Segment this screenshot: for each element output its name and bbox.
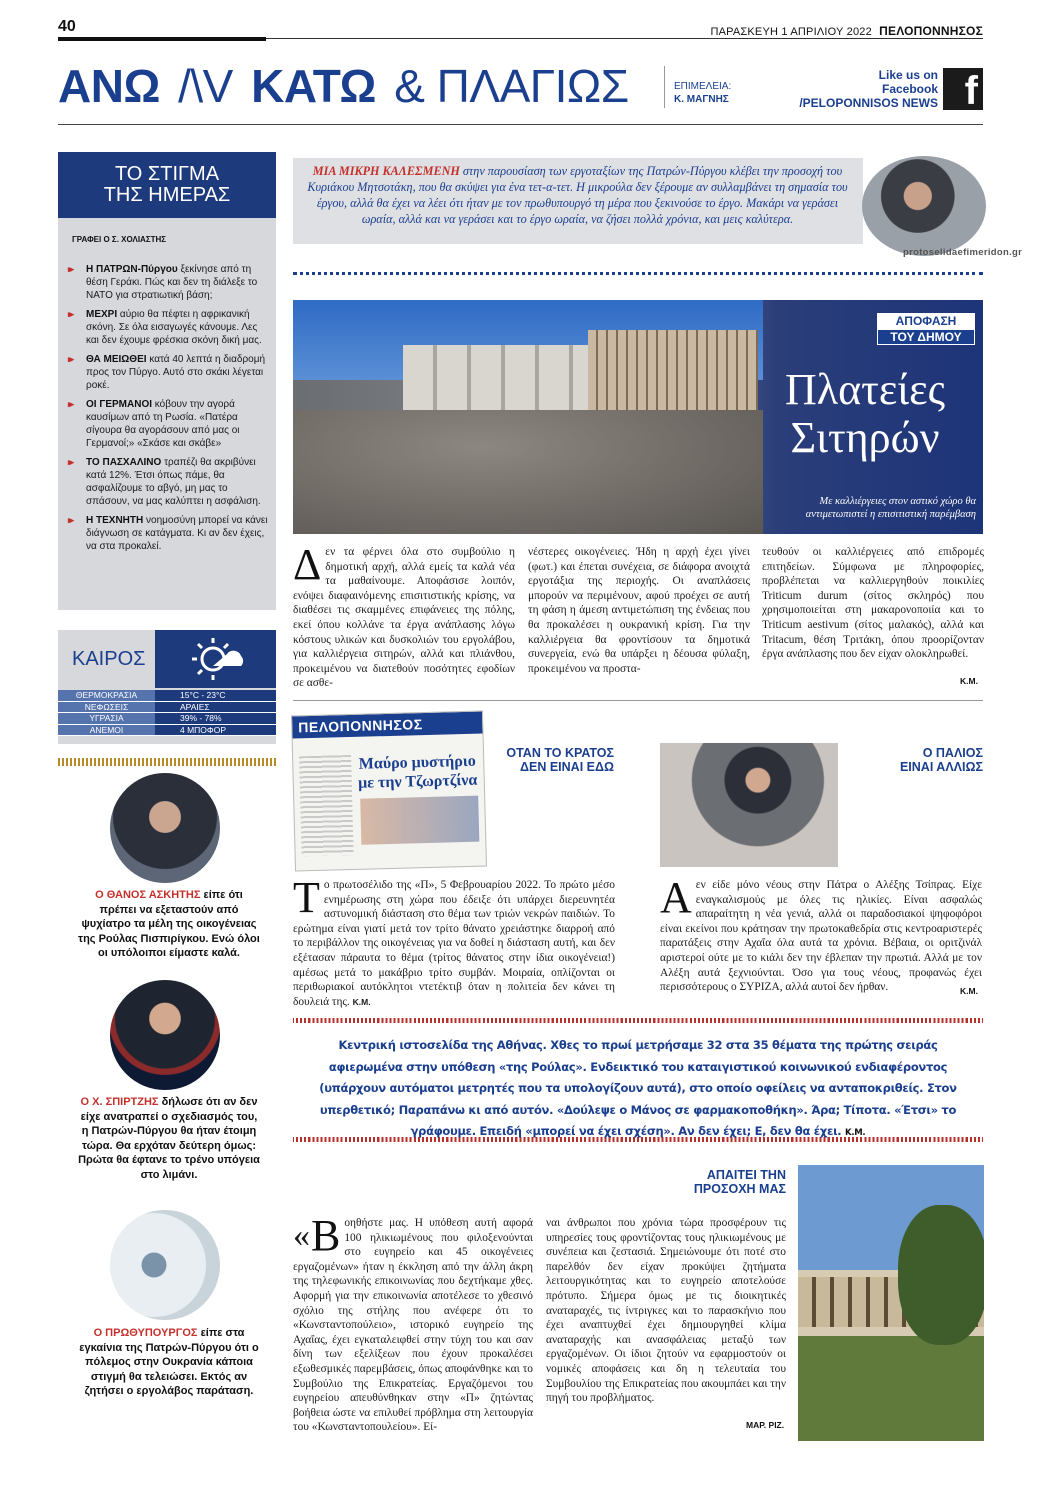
top-story-body: στην παρουσίαση των εργοταξίων της Πατρών-Πύργου κλέβει την προσοχή του Κυριάκου Μητσοτάκη, που θα σκύψει για ένα τετ-α-τετ. Η μικρούλα δεν ξέρουμε αν συλλαμβάνει τη σημασία του έργου, αλλά θα έχει να λέει ότι ήταν με τον πρωθυπουργό τη μέρα που ξεκινούσε το έργο. Μακάρι να γεράσει ωραία, αλλά και να γεράσει και το έργο ωραία, να ζήσει πολλά χρόνια, και μεις καλύτερα. <box>307 164 848 226</box>
feature-tag-2: ΤΟΥ ΔΗΜΟΥ <box>877 329 975 345</box>
state-signature: Κ.Μ. <box>352 996 371 1007</box>
stigma-item-text: νοημοσύνη μπορεί να κάνει διάγνωση σε κατάγματα. Κι αν δεν έχεις, να στα προκαλεί. <box>86 515 268 552</box>
stigma-item-lead: ΘΑ ΜΕΙΩΘΕΙ <box>86 354 147 365</box>
title-kato: ΚΑΤΩ <box>251 60 376 112</box>
spirtzis-name: Ο Χ. ΣΠΙΡΤΖΗΣ <box>80 1096 159 1108</box>
feature-dropcap: Δ <box>293 540 322 589</box>
weather-value: 15°C - 23°C <box>180 690 226 700</box>
feature-subtitle <box>740 495 976 521</box>
state-title-2: ΔΕΝ ΕΙΝΑΙ ΕΔΩ <box>520 760 614 774</box>
top-story-photo <box>862 156 986 256</box>
front-page-thumb <box>291 711 487 872</box>
stigma-title-1: ΤΟ ΣΤΙΓΜΑ <box>114 163 220 185</box>
spirtzis-photo <box>110 980 220 1090</box>
fb-line2: Facebook <box>881 82 938 96</box>
feature-divider <box>293 700 983 701</box>
editor-label: ΕΠΙΜΕΛΕΙΑ: <box>674 81 732 92</box>
page-number: 40 <box>58 18 76 35</box>
askitis-text <box>76 888 262 961</box>
stigma-item-text: κόβουν την αγορά καυσίμων από τη Ρωσία. «Πατέρα σίγουρα θα αγοράσουν από μας οι Γερμανοί;» «Σκάσε και σκάβε» <box>86 399 240 449</box>
feature-title <box>760 366 970 462</box>
title-divider <box>664 66 665 108</box>
issue-date: ΠΑΡΑΣΚΕΥΗ 1 ΑΠΡΙΛΙΟΥ 2022 <box>710 26 872 38</box>
title-ano: ΑΝΩ <box>58 60 160 112</box>
weather-value: ΑΡΑΙΕΣ <box>180 701 210 712</box>
facebook-icon[interactable]: f <box>943 68 983 110</box>
top-story-text <box>300 163 855 227</box>
facebook-block <box>780 68 938 110</box>
old-title <box>850 746 983 774</box>
dotted-divider <box>293 272 983 275</box>
thumb-headline-2: με την Τζωρτζίνα <box>357 771 478 792</box>
title-plagios: & ΠΛΑΓΙΩΣ <box>394 60 629 112</box>
weather-row <box>58 713 276 725</box>
state-title-1: ΟΤΑΝ ΤΟ ΚΡΑΤΟΣ <box>506 746 614 760</box>
feature-col-1-text: εν τα φέρνει όλα στο συμβούλιο η δημοτική αρχή, αλλά εμείς τα καλά νέα τα μαθαίνουμε. Αποφάσισε λοιπόν, ενόψει διαφαινόμενης επισιτιστικής κρίσης, να διαθέσει τις σκαμμένες επιφάνειες της πόλης, εκεί όπου κολλάνε τα έργα ανάπλασης λόγω κόστους υλικών και δυσκολιών του εργολάβου, για καλλιέργεια σιτηρών, αλλά και πλιάνθου, προκειμένου να διατεθούν ποσότητες εφοδίων σε ασθε- <box>293 546 515 690</box>
watermark: protoselidaefimeridon.gr <box>903 247 1023 258</box>
state-dropcap: Τ <box>293 873 320 922</box>
attention-title <box>640 1168 786 1196</box>
box-story <box>293 1018 983 1142</box>
feature-tag <box>877 313 975 345</box>
weather-row <box>58 725 276 737</box>
stigma-item-lead: Η ΤΕΧΝΗΤΗ <box>86 515 144 526</box>
section-title <box>58 60 629 112</box>
paper-name: ΠΕΛΟΠΟΝΝΗΣΟΣ <box>879 24 983 38</box>
attention-title-2: ΠΡΟΣΟΧΗ ΜΑΣ <box>693 1182 786 1196</box>
thumb-headline-1: Μαύρο μυστήριο <box>358 752 476 773</box>
box-story-body: Κεντρική ιστοσελίδα της Αθήνας. Χθες το πρωί μετρήσαμε 32 στα 35 θέματα της πρώτης σειράς αφιερωμένα στην υπόθεση «της Ρούλας». Ενδεικτικό του καταιγιστικού κοινωνικού ενδιαφέροντος (υπάρχουν αυτόματοι μετρητές που τα υπολογίζουν αυτά), στο οποίο οφείλεις να ανταποκριθείς. Στον υπερθετικό; Παραπάνω κι από αυτόν. «Δούλεψε ο Μάνος σε φαρμακοποθήκη». Άρα; Τίποτα. «Έτσι» το γράφουμε. Επειδή «μπορεί να έχει σχέση». Αν δεν έχει; Ε, δεν θα έχει. <box>319 1038 957 1138</box>
home-tree <box>898 1205 984 1345</box>
attention-quote: « <box>293 1217 310 1254</box>
feature-signature: Κ.Μ. <box>960 676 978 686</box>
stigma-header <box>58 152 276 218</box>
ornament-strip <box>58 758 276 766</box>
pm-photo <box>110 1210 220 1320</box>
weather-icon <box>155 630 276 688</box>
stigma-item-text: κατά 40 λεπτά η διαδρομή προς τον Πύργο. Αυτό στο σκάκι λέγεται ροκέ. <box>86 354 266 391</box>
stigma-item <box>72 456 270 508</box>
top-rule-thick <box>58 37 266 41</box>
date-line <box>710 24 983 38</box>
askitis-photo <box>110 773 220 883</box>
weather-label: ΑΝΕΜΟΙ <box>58 725 155 736</box>
old-signature: Κ.Μ. <box>960 986 978 996</box>
old-dropcap: Α <box>660 873 692 922</box>
thumb-headline <box>353 752 482 793</box>
tsipras-photo <box>660 743 838 867</box>
pm-text <box>76 1326 262 1399</box>
weather-value: 39% - 78% <box>180 713 222 723</box>
feature-tag-1: ΑΠΟΦΑΣΗ <box>877 313 975 329</box>
stigma-item <box>72 398 270 450</box>
stigma-item-lead: Η ΠΑΤΡΩΝ-Πύργου <box>86 264 178 275</box>
attention-title-1: ΑΠΑΙΤΕΙ ΤΗΝ <box>706 1168 786 1182</box>
stigma-item <box>72 308 270 347</box>
askitis-quote: είπε ότι πρέπει να εξεταστούν από ψυχίατρο τα μέλη της οικογένειας της Ρούλας Πισπιρίγκου. Ενώ όλοι οι υπόλοιποι είμαστε καλά. <box>78 889 260 959</box>
weather-row <box>58 690 276 702</box>
feature-col-2: νέστερες οικογένειες. Ήδη η αρχή έχει γίνει (φωτ.) και έπεται συνέχεια, σε διάφορα ανοιχτά εργοτάξια της περιοχής. Οι αναπλάσεις μπορούν να περιμένουν, αφού προέχει σε αυτή τη φάση η άμεση αντιμετώπιση της ένδειας που θα προκαλέσει η ουκρανική κρίση. Για την καλλιέργεια θα φροντίσουν τα δημοτικά συνεργεία, ενώ θα υπάρξει η δέουσα φύλαξη, προκειμένου να προστα- <box>528 546 750 675</box>
attention-col-1-text: οηθήστε μας. Η υπόθεση αυτή αφορά 100 ηλικιωμένους που φιλοξενούνται στο ευγηρείο και 45 οικογένειες εργαζομένων» ήταν η έκκληση από την άλλη άκρη της τηλεφωνικής επικοινωνίας που δεχτήκαμε χθες. Αφορμή για την επικοινωνία αποτέλεσε το χθεσινό σχόλιο της στήλης που ανέφερε ότι το «Κωνσταντοπούλειο», ιστορικό ευγηρείο της Αχαΐας, έχει εγκαταλειφθεί στην τύχη του και σαν δίνη των εξελίξεων που έχουν προκαλέσει εξωθεσμικές παρεμβάσεις, όπως αποφάνθηκε και το Συμβούλιο της Επικρατείας. Εργαζόμενοι του ευγηρείου απευθύνθηκαν στην «Π» ζητώντας βοήθεια ώστε να επιλυθεί πρόβλημα στη λειτουργία του «Κωνσταντοπουλείου». Εί- <box>293 1217 533 1434</box>
title-an: /\V <box>178 60 233 112</box>
attention-col-2: ναι άνθρωποι που χρόνια τώρα προσφέρουν τις υπηρεσίες τους φροντίζοντας τους ηλικιωμένους με συνέπεια και ζεστασιά. Σημειώνουμε ότι ποτέ στο παρελθόν δεν είχαν προκύψει ζητήματα λειτουργικότητας και το ευγηρείο αποτελούσε πρότυπο. Σήμερα όμως με τις διοικητικές αναταραχές, τις ίντριγκες και το παρασκήνιο που έχει αναπτυχθεί έχει δημιουργηθεί κλίμα αναταραχής και ανασφάλειας μεταξύ των εργαζομένων. Οι ίδιοι ζητούν να εφαρμοστούν οι νομικές αποφάσεις και δη η τελευταία του Συμβουλίου της Επικρατείας που ακουμπάει και την πηγή του προβλήματος. <box>546 1217 786 1405</box>
stigma-item-lead: ΟΙ ΓΕΡΜΑΝΟΙ <box>86 399 153 410</box>
top-story-lead: ΜΙΑ ΜΙΚΡΗ ΚΑΛΕΣΜΕΝΗ <box>312 164 460 178</box>
spirtzis-quote: δήλωσε ότι αν δεν είχε ανατραπεί ο σχεδιασμός του, η Πατρών-Πύργου θα ήταν έτοιμη τώρα. Θα ερχόταν δεύτερη όμως: Πρώτα θα έφτανε το τρένο υπόγεια στο λιμάνι. <box>78 1096 260 1181</box>
attention-dropcap: Β <box>311 1211 341 1260</box>
weather-title: ΚΑΙΡΟΣ <box>72 648 146 670</box>
stigma-item <box>72 263 270 302</box>
feature-ground <box>293 410 763 534</box>
stigma-item-lead: ΜΕΧΡΙ <box>86 309 118 320</box>
stigma-item <box>72 514 270 553</box>
old-body: εν είδε μόνο νέους στην Πάτρα ο Αλέξης Τσίπρας. Είχε εναγκαλισμούς με όλες τις ηλικίες. Είναι ασφαλώς απαραίτητη η νέα γενιά, αλλά οι παραδοσιακοί ψηφοφόροι είναι εκείνοι που κράτησαν την πρωτοκαθεδρία στις κεντροαριστερές παρατάξεις στην Αχαΐα όλα αυτά τα χρόνια. Βέβαια, οι οριτζινάλ αριστεροί ούτε με το κιάλι δεν την έβλεπαν την πρωτιά. Αλλά με τον Αλέξη αυτά ξεχνιούνται. Όσο για τους νέους, προφανώς έχει περισσότερους ο ΣΥΡΙΖΑ, αλλά αυτοί δεν ήρθαν. <box>660 879 982 994</box>
stigma-list <box>72 263 270 559</box>
stigma-item-text: τραπέζι θα ακριβύνει κατά 12%. Έτσι όπως πάμε, θα ασφαλίζουμε το αβγό, μη μας το σπάσουν, να μας καλύπτει η ασφάλιση. <box>86 457 261 507</box>
old-title-1: Ο ΠΑΛΙΟΣ <box>922 746 983 760</box>
old-text <box>660 873 982 995</box>
fb-line3: /PELOPONNISOS NEWS <box>799 96 938 110</box>
feature-title-2: Σιτηρών <box>790 413 940 462</box>
state-text <box>293 873 615 1009</box>
weather-label: ΥΓΡΑΣΙΑ <box>58 713 155 724</box>
weather-label: ΘΕΡΜΟΚΡΑΣΙΑ <box>58 690 155 701</box>
old-title-2: ΕΙΝΑΙ ΑΛΛΙΩΣ <box>899 760 983 774</box>
box-story-text <box>303 1035 973 1145</box>
sun-cloud-icon <box>155 630 276 688</box>
feature-col-1 <box>293 540 515 691</box>
spirtzis-text <box>76 1095 262 1182</box>
stigma-item-text: αύριο θα πέφτει η αφρικανική σκόνη. Σε όλα εισαγωγές κάνουμε. Λες και δεν έχουμε φρέσκια σκόνη δική μας. <box>86 309 262 346</box>
header-bottom-rule <box>58 124 983 125</box>
stigma-author: ΓΡΑΦΕΙ Ο Σ. ΧΟΛΙΑΣΤΗΣ <box>72 235 167 244</box>
stigma-item-lead: ΤΟ ΠΑΣΧΑΛΙΝΟ <box>86 457 162 468</box>
weather-value: 4 ΜΠΟΦΟΡ <box>180 724 226 735</box>
weather-label: ΝΕΦΩΣΕΙΣ <box>58 702 155 713</box>
feature-subtitle-2: αντιμετωπιστεί η επισιτιστική παρέμβαση <box>805 509 976 520</box>
stigma-title-2: ΤΗΣ ΗΜΕΡΑΣ <box>103 184 231 206</box>
thumb-masthead: ΠΕΛΟΠΟΝΝΗΣΟΣ <box>292 712 483 739</box>
feature-title-1: Πλατείες <box>784 365 946 414</box>
stigma-item <box>72 353 270 392</box>
pm-name: Ο ΠΡΩΘΥΠΟΥΡΓΟΣ <box>93 1327 198 1339</box>
feature-subtitle-1: Με καλλιέργειες στον αστικό χώρο θα <box>819 496 976 507</box>
box-story-signature: Κ.Μ. <box>845 1128 866 1138</box>
attention-col-1 <box>293 1211 533 1435</box>
pm-quote: είπε στα εγκαίνια της Πατρών-Πύργου ότι ο πόλεμος στην Ουκρανία κάποια στιγμή θα τελειώσει. Εκτός αν ζητήσει ο εργολάβος παράταση. <box>79 1327 259 1397</box>
askitis-name: Ο ΘΑΝΟΣ ΑΣΚΗΤΗΣ <box>95 889 201 901</box>
editor-block <box>674 80 731 106</box>
editor-name: Κ. ΜΑΓΝΗΣ <box>674 94 729 105</box>
fb-line1: Like us on <box>878 68 938 82</box>
home-photo <box>798 1165 984 1441</box>
feature-col-3: τευθούν οι καλλιέργειες από επιδρομές επιτηδείων. Σύμφωνα με πληροφορίες, προβλέπεται να καλλιεργηθούν ποικιλίες Triticum durum (σίτος σκληρός) που χρησιμοποιείται στη μακαρονοποιία και το Triticum aestivum (σίτος μαλακός), αλλά και Tritacum, θέση Τριτάκη, όπου προορίζονταν έργα ανάπλασης που δεν είχαν ολοκληρωθεί. <box>762 546 984 661</box>
thumb-photo <box>360 796 479 845</box>
state-body: ο πρωτοσέλιδο της «Π», 5 Φεβρουαρίου 2022. Το πρώτο μέσο ενημέρωσης στη χώρα που έδειξε ότι υπάρχει διερευνητέα αστυνομική διάσταση στο θέμα των τριών νεκρών παιδιών. Το ερώτημα είναι γιατί μετά τον τρίτο θάνατο χρειάστηκε διαρροή από το περιβάλλον της οικογένειας για να δοθεί η διάσταση αυτή, και δεν εξέτασαν πάραυτα το θέμα (τρίτος θάνατος στην ίδια οικογένεια!) αμέσως μετά το μακάβριο τρίτο συμβάν. Μοιραία, οπλίζονται οι περιθωριακοί αυτόκλητοι ντετέκτιβ όταν η πολιτεία δεν κάνει τη δουλειά της. <box>293 879 615 1008</box>
feature-hall <box>588 330 758 420</box>
thumb-left-col <box>299 755 354 856</box>
state-title <box>490 746 614 774</box>
stigma-item-text: ξεκίνησε από τη θέση Γεράκι. Πώς και δεν τη διάλεξε το ΝΑΤΟ για στρατιωτική βάση; <box>86 264 258 301</box>
feature-buildings <box>403 345 593 415</box>
attention-signature: ΜΑΡ. ΡΙΖ. <box>746 1420 785 1430</box>
weather-table <box>58 690 276 736</box>
weather-row <box>58 702 276 714</box>
